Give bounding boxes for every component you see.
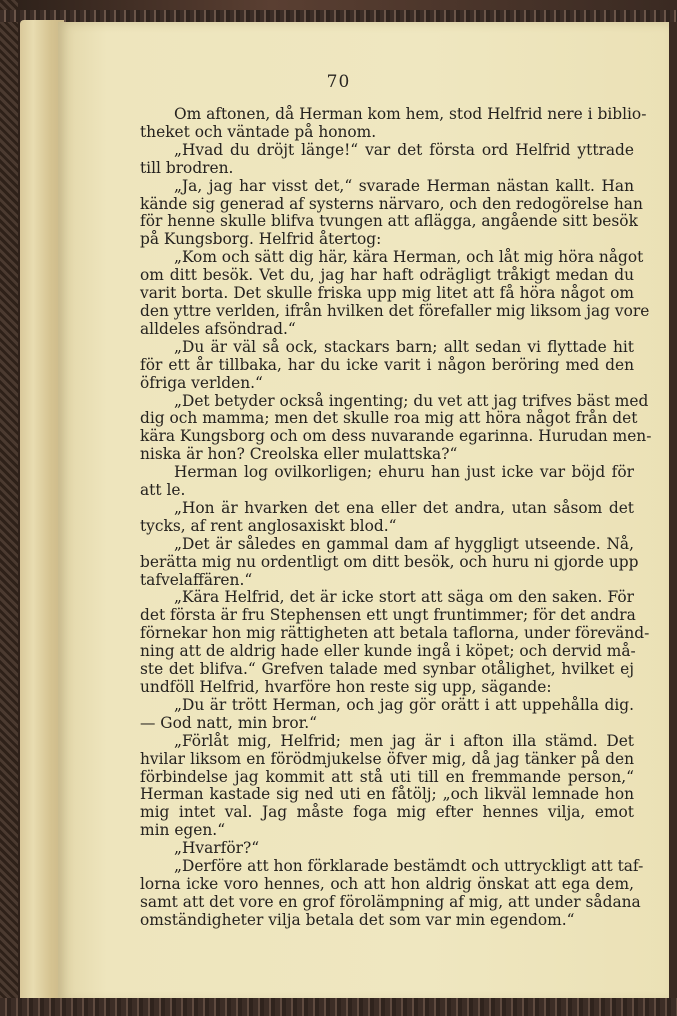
text-line: kände sig generad af systerns närvaro, och den redogörelse han xyxy=(140,194,643,213)
paragraph xyxy=(140,105,647,142)
paragraph xyxy=(140,176,643,250)
text-line: „Kära Helfrid, det är icke stort att säga om den saken. För xyxy=(174,588,634,607)
text-line: om ditt besök. Vet du, jag har haft odrägligt tråkigt medan du xyxy=(140,266,634,285)
text-line: lorna icke voro hennes, och att hon aldrig önskat att ega dem, xyxy=(140,874,634,893)
text-line: „Det betyder också ingenting; du vet att jag trifves bäst med xyxy=(174,391,649,410)
paragraph xyxy=(140,142,634,178)
bottom-binding-edge xyxy=(0,998,677,1016)
text-line: „Derföre att hon förklarade bestämdt och uttryckligt att taf- xyxy=(174,857,644,876)
text-line: — God natt, min bror.“ xyxy=(140,713,318,732)
text-line: Herman kastade sig ned uti en fåtölj; „och likväl lemnade hon xyxy=(140,785,634,804)
text-line: niska är hon? Creolska eller mulattska?“ xyxy=(140,445,458,464)
text-line: mig intet val. Jag måste foga mig efter hennes vilja, emot xyxy=(140,803,634,822)
text-line: min egen.“ xyxy=(140,821,226,840)
paragraph xyxy=(140,840,634,858)
text-line: samt att det vore en grof förolämpning af mig, att under sådana xyxy=(140,892,641,911)
text-line: det första är fru Stephensen ett ungt fruntimmer; för det andra xyxy=(140,606,636,625)
text-line: för ett år tillbaka, har du icke varit i någon beröring med den xyxy=(140,355,634,374)
text-line: „Ja, jag har visst det,“ svarade Herman nästan kallt. Han xyxy=(174,176,634,195)
text-line: theket och väntade på honom. xyxy=(140,122,377,141)
text-line: för henne skulle blifva tvungen att aflägga, angående sitt besök xyxy=(140,212,638,231)
paragraph xyxy=(140,534,639,590)
text-line: „Hvarför?“ xyxy=(174,839,260,858)
text-line: ning att de aldrig hade eller kunde ingå i köpet; och dervid må- xyxy=(140,642,636,661)
text-line: „Du är väl så ock, stackars barn; allt sedan vi flyttade hit xyxy=(174,337,634,356)
paragraph xyxy=(140,697,634,733)
text-line: Herman log ovilkorligen; ehuru han just icke var böjd för xyxy=(174,463,634,482)
paragraph xyxy=(140,588,650,696)
text-line: till brodren. xyxy=(140,158,234,177)
text-line: „Det är således en gammal dam af hyggligt utseende. Nå, xyxy=(174,534,634,553)
text-line: den yttre verlden, ifrån hvilken det förefaller mig liksom jag vore xyxy=(140,301,650,320)
text-line: förnekar hon mig rättigheten att betala taflorna, under förevänd- xyxy=(140,624,650,643)
text-line: „Du är trött Herman, och jag gör orätt i att uppehålla dig. xyxy=(174,695,634,714)
text-line: att le. xyxy=(140,481,186,500)
text-line: berätta mig nu ordentligt om ditt besök, och huru ni gjorde upp xyxy=(140,552,639,571)
paragraph xyxy=(140,339,634,393)
text-line: tycks, af rent anglosaxiskt blod.“ xyxy=(140,516,397,535)
paragraph xyxy=(140,464,634,500)
book-binding xyxy=(0,0,18,1016)
text-line: varit borta. Det skulle friska upp mig litet att få höra något om xyxy=(140,284,634,303)
text-line: „Kom och sätt dig här, kära Herman, och låt mig höra något xyxy=(174,248,644,267)
text-line: Om aftonen, då Herman kom hem, stod Helfrid nere i biblio- xyxy=(174,105,647,123)
text-line: undföll Helfrid, hvarföre hon reste sig upp, sägande: xyxy=(140,678,552,696)
text-line: „Hvad du dröjt länge!“ var det första ord Helfrid yttrade xyxy=(174,140,634,159)
page-number: 70 xyxy=(326,72,351,92)
text-line: hvilar liksom en förödmjukelse öfver mig, då jag tänker på den xyxy=(140,749,634,768)
text-line: dig och mamma; men det skulle roa mig att höra något från det xyxy=(140,409,638,428)
body-text xyxy=(140,105,652,930)
text-line: tafvelaffären.“ xyxy=(140,570,253,589)
text-line: förbindelse jag kommit att stå uti till en fremmande person,“ xyxy=(140,767,634,786)
top-binding-edge xyxy=(0,10,677,22)
text-line: öfriga verlden.“ xyxy=(140,373,263,392)
text-line: ste det blifva.“ Grefven talade med synbar otålighet, hvilket ej xyxy=(140,660,634,679)
paragraph xyxy=(140,857,644,930)
text-line: „Hon är hvarken det ena eller det andra, utan såsom det xyxy=(174,498,634,517)
text-line: „Förlåt mig, Helfrid; men jag är i afton illa stämd. Det xyxy=(174,731,634,750)
paragraph xyxy=(140,248,650,339)
paragraph xyxy=(140,500,634,536)
paragraph xyxy=(140,391,652,465)
text-line: omständigheter vilja betala det som var min egendom.“ xyxy=(140,910,575,929)
paragraph xyxy=(140,733,634,840)
text-line: alldeles afsöndrad.“ xyxy=(140,319,296,338)
text-line: kära Kungsborg och om dess nuvarande egarinna. Hurudan men- xyxy=(140,427,652,446)
text-line: på Kungsborg. Helfrid återtog: xyxy=(140,230,382,249)
